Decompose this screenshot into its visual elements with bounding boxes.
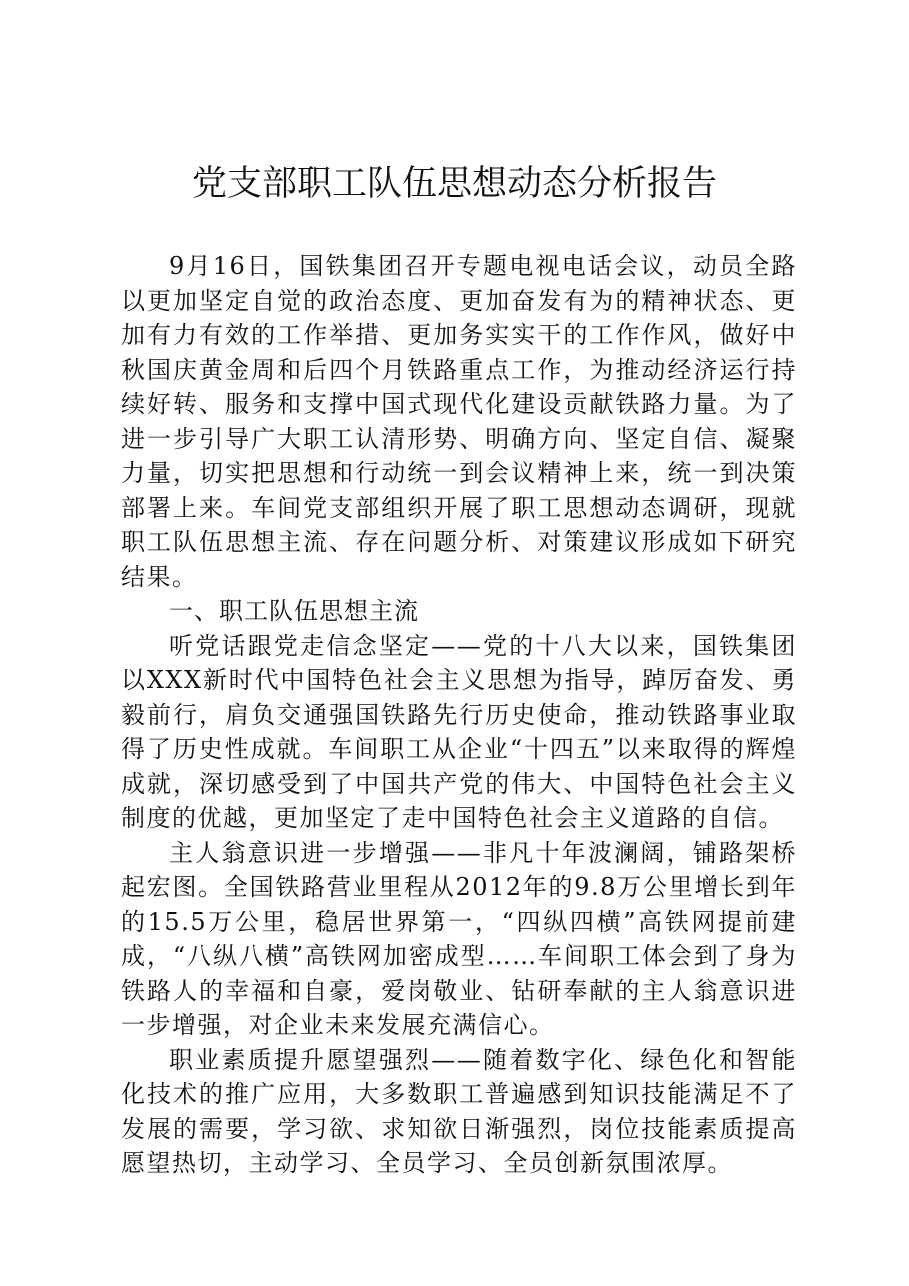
section1-paragraph-1: 听党话跟党走信念坚定——党的十八大以来，国铁集团以XXX新时代中国特色社会主义思想为指导，踔厉奋发、勇毅前行，肩负交通强国铁路先行历史使命，推动铁路事业取得了历史性成就。车间职工从企业“十四五”以来取得的辉煌成就，深切感受到了中国共产党的伟大、中国特色社会主义制度的优越，更加坚定了走中国特色社会主义道路的自信。	[121, 631, 797, 832]
document-title: 党支部职工队伍思想动态分析报告	[191, 164, 717, 204]
intro-paragraph: 9月16日，国铁集团召开专题电视电话会议，动员全路以更加坚定自觉的政治态度、更加奋发有为的精神状态、更加有力有效的工作举措、更加务实实干的工作作风，做好中秋国庆黄金周和后四个月铁路重点工作，为推动经济运行持续好转、服务和支撑中国式现代化建设贡献铁路力量。为了进一步引导广大职工认清形势、明确方向、坚定自信、凝聚力量，切实把思想和行动统一到会议精神上来，统一到决策部署上来。车间党支部组织开展了职工思想动态调研，现就职工队伍思想主流、存在问题分析、对策建议形成如下研究结果。	[121, 252, 797, 591]
section1-paragraph-3: 职业素质提升愿望强烈——随着数字化、绿色化和智能化技术的推广应用，大多数职工普遍感到知识技能满足不了发展的需要，学习欲、求知欲日渐强烈，岗位技能素质提高愿望热切，主动学习、全员学习、全员创新氛围浓厚。	[121, 1045, 797, 1177]
section-heading-1: 一、职工队伍思想主流	[169, 597, 419, 625]
section1-paragraph-2: 主人翁意识进一步增强——非凡十年波澜阔，铺路架桥起宏图。全国铁路营业里程从2012年的9.8万公里增长到年的15.5万公里，稳居世界第一，“四纵四横”高铁网提前建成，“八纵八横”高铁网加密成型……车间职工体会到了身为铁路人的幸福和自豪，爱岗敬业、钻研奉献的主人翁意识进一步增强，对企业未来发展充满信心。	[121, 838, 797, 1039]
document-body	[121, 249, 797, 1181]
